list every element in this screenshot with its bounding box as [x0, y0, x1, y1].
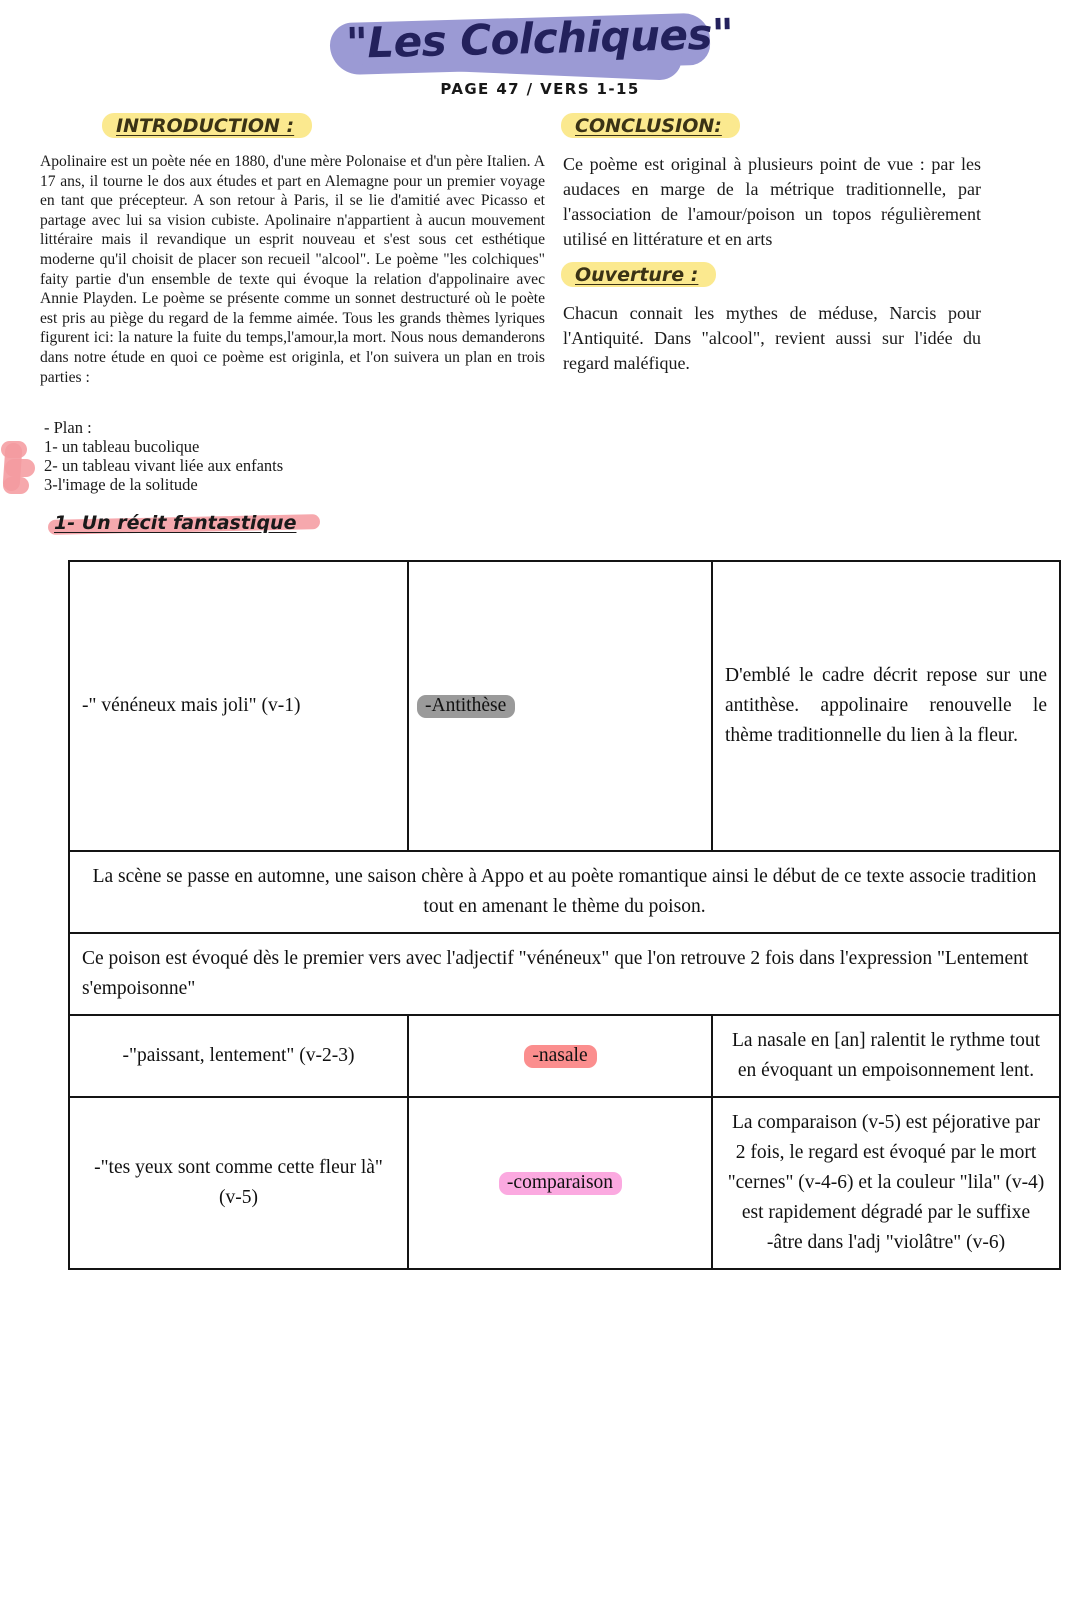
device-cell [408, 1015, 712, 1097]
device-token: -nasale [528, 1041, 591, 1071]
section-heading: 1- Un récit fantastique [54, 512, 297, 534]
introduction-body: Apolinaire est un poète née en 1880, d'une mère Polonaise et d'un père Italien. A 17 ans, il tourne le dos aux études et part en Alemagne pour un premier voyage en tant que précepteur. A son retour à Paris, il se lie d'amitié avec Picasso et partage avec lui sa vision cubiste. Apolinaire n'appartient à aucun mouvement littéraire mais il revandique un esprit nouveau et s'est sous cet esthétique moderne qu'il choisit de placer son recueil "alcool". Le poème "les colchiques" faity partie d'un ensemble de texte qui évoque la relation d'appolinaire avec Annie Playden. Le poème se présente comme un sonnet destructuré où le poète est pris au piège du regard de la femme aimée. Tous les grands thèmes lyriques figurent ici: la nature la fuite du temps,l'amour,la mort. Nous nous demanderons dans notre étude en quoi ce poème est originla, et l'on suivera un plan en trois parties : [40, 153, 545, 386]
conclusion-body: Ce poème est original à plusieurs point de vue : par les audaces en marge de la métrique traditionnelle, par l'association de l'amour/poison un topos régulièrement utilisé en littérature et en arts [563, 154, 981, 249]
ouverture-heading: Ouverture : [567, 262, 708, 288]
page-subtitle: PAGE 47 / VERS 1-15 [440, 80, 640, 98]
page-title: "Les Colchiques" [345, 9, 735, 68]
analysis-cell: La nasale en [an] ralentit le rythme tout en évoquant un empoisonnement lent. [712, 1015, 1060, 1097]
plan-item-1-label: 1- un tableau bucolique [44, 437, 200, 456]
introduction-heading-line [40, 113, 545, 139]
quote-cell: -"paissant, lentement" (v-2-3) [69, 1015, 408, 1097]
device-cell [408, 561, 712, 851]
analysis-table [68, 560, 1061, 1270]
ouverture-heading-line [563, 262, 981, 288]
table-row [69, 851, 1060, 933]
table-row [69, 933, 1060, 1015]
wide-note-cell: Ce poison est évoqué dès le premier vers avec l'adjectif "vénéneux" que l'on retrouve 2 fois dans l'expression "Lentement s'empoisonne" [69, 933, 1060, 1015]
plan-item-2 [44, 456, 520, 475]
device-token: -comparaison [503, 1168, 617, 1198]
table-row [69, 1015, 1060, 1097]
analysis-cell: La comparaison (v-5) est péjorative par 2 fois, le regard est évoqué par le mort "cernes" (v-4-6) et la couleur "lila" (v-4) est rapidement dégradé par le suffixe -âtre dans l'adj "violâtre" (v-6) [712, 1097, 1060, 1269]
introduction-column [40, 113, 545, 387]
title-container [0, 8, 1080, 73]
plan-item-2-label: 2- un tableau vivant liée aux enfants [44, 456, 284, 475]
plan-item-3 [44, 475, 520, 494]
table-row [69, 1097, 1060, 1269]
plan-label: - Plan : [44, 418, 92, 437]
plan-marker-stroke [2, 442, 22, 491]
plan-list [40, 418, 520, 494]
conclusion-heading: CONCLUSION: [567, 113, 732, 139]
table-row [69, 561, 1060, 851]
section-heading-container [52, 511, 302, 535]
device-token: -Antithèse [421, 691, 510, 721]
analysis-cell: D'emblé le cadre décrit repose sur une antithèse. appolinaire renouvelle le thème traditionnelle du lien à la fleur. [712, 561, 1060, 851]
quote-cell: -"tes yeux sont comme cette fleur là" (v-5) [69, 1097, 408, 1269]
quote-cell: -" vénéneux mais joli" (v-1) [69, 561, 408, 851]
introduction-heading: INTRODUCTION : [108, 113, 304, 139]
plan-item-1 [44, 437, 520, 456]
plan-item-3-label: 3-l'image de la solitude [44, 475, 198, 494]
wide-note-cell: La scène se passe en automne, une saison chère à Appo et au poète romantique ainsi le début de ce texte associe tradition tout en amenant le thème du poison. [69, 851, 1060, 933]
conclusion-column [563, 113, 981, 376]
device-cell [408, 1097, 712, 1269]
conclusion-heading-line [563, 113, 981, 139]
ouverture-body: Chacun connait les mythes de méduse, Narcis pour l'Antiquité. Dans "alcool", revient aussi sur l'idée du regard maléfique. [563, 303, 981, 373]
